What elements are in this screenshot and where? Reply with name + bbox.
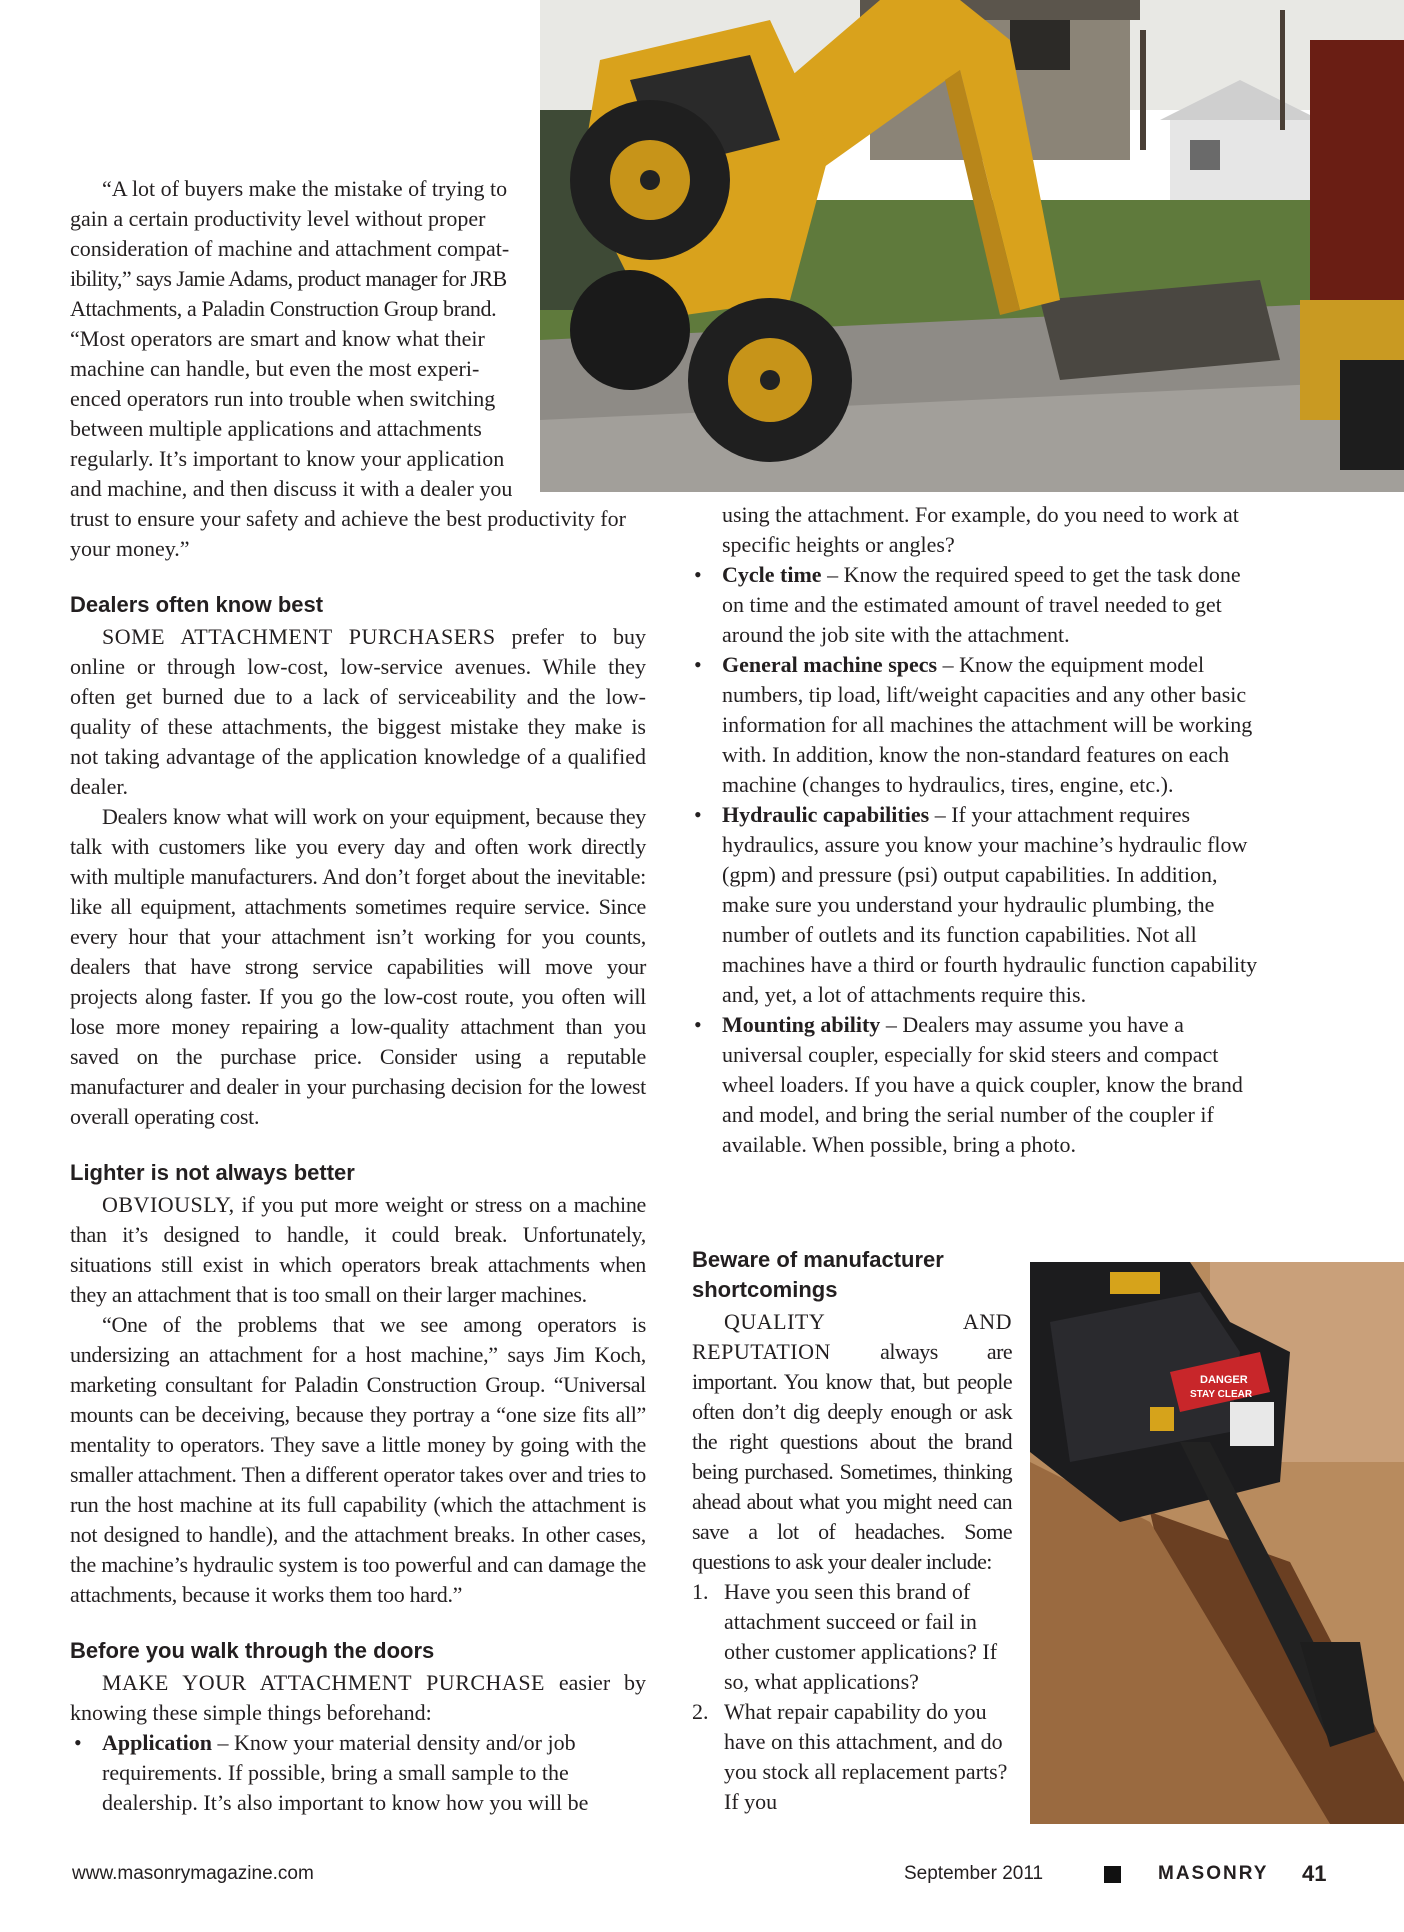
question-item (692, 1697, 1012, 1817)
beware-lead: QUALITY AND REPUTATION (692, 1309, 1012, 1364)
bullet-application (70, 1728, 646, 1818)
photo-trencher (1030, 1262, 1404, 1824)
question-item (692, 1577, 1012, 1697)
left-column (70, 590, 646, 1818)
intro-line: “Most operators are smart and know what their (70, 326, 485, 351)
bullet-text: using the attachment. For example, do you need to work at specific heights or angles? (722, 502, 1239, 557)
bullet-text: – Dealers may assume you have a universal coupler, especially for skid steers and compact wheel loaders. If you have a quick coupler, know the brand and model, and bring the serial number of the coupler if available. When possible, bring a photo. (722, 1012, 1243, 1157)
heading-dealers: Dealers often know best (70, 592, 324, 617)
bullet-hydraulic (690, 800, 1266, 1010)
right-column (690, 500, 1266, 1160)
question-number: 2. (692, 1699, 709, 1724)
footer-square-icon (1104, 1866, 1121, 1883)
question-number: 1. (692, 1579, 709, 1604)
beware-p1-text: always are important. You know that, but people often don’t dig deeply enough or ask the right questions about the brand being purchased. Sometimes, thinking ahead about what you might need can save a lot of headaches. Some questions to ask your dealer include: (692, 1339, 1012, 1574)
lighter-p1-text: if you put more weight or stress on a machine than it’s designed to handle, it could break. Unfortunately, situations still exist in which operators break attachments when they an attachment that is too small on their larger machines. (70, 1192, 646, 1307)
intro-line: consideration of machine and attachment compat- (70, 236, 510, 261)
bullet-cycle-time (690, 560, 1266, 650)
bullet-application-continued (690, 500, 1266, 560)
trencher-photo-illustration (1030, 1262, 1404, 1824)
bullet-term: General machine specs (722, 652, 938, 677)
intro-line: Attachments, a Paladin Construction Group brand. (70, 296, 497, 321)
bullet-term: Cycle time (722, 562, 822, 587)
question-text: What repair capability do you have on this attachment, and do you stock all replacement parts? If you (724, 1699, 1008, 1814)
photo-loader-tipping (540, 0, 1404, 492)
footer-magazine: MASONRY (1158, 1863, 1269, 1884)
intro-line: trust to ensure your safety and achieve the best productivity for (70, 506, 626, 531)
bullet-term: Application (102, 1730, 213, 1755)
lighter-paragraph-1 (70, 1190, 646, 1310)
intro-line: between multiple applications and attachments (70, 416, 482, 441)
lighter-lead: OBVIOUSLY, (102, 1192, 235, 1217)
dealers-paragraph-2: Dealers know what will work on your equipment, because they talk with customers like you every day and often work directly with multiple manufacturers. And don’t forget about the inevitable: like all equipment, attachments sometimes require service. Since every hour that your attachment isn’t working for you counts, dealers that have strong service capabilities will move your projects along faster. If you go the low-cost route, you often will lose more money repairing a low-quality attachment than you saved on the purchase price. Consider using a reputable manufacturer and dealer in your purchasing decision for the lowest overall operating cost. (70, 804, 646, 1129)
heading-lighter: Lighter is not always better (70, 1160, 355, 1185)
before-list-left (70, 1728, 646, 1818)
bullet-general-specs (690, 650, 1266, 800)
intro-line: “A lot of buyers make the mistake of trying to (102, 176, 508, 201)
lighter-paragraph-2: “One of the problems that we see among operators is undersizing an attachment for a host machine,” says Jim Koch, marketing consultant for Paladin Construction Group. “Universal mounts can be deceiving, because they portray a “one size fits all” mentality to operators. They save a little money by going with the smaller attachment. Then a different operator takes over and tries to run the host machine at its full capability (which the attachment is not designed to handle), and the attachment breaks. In other cases, the machine’s hydraulic system is too powerful and can damage the attachments, because it works them too hard.” (70, 1312, 646, 1607)
bullet-term: Mounting ability (722, 1012, 881, 1037)
question-text: Have you seen this brand of attachment succeed or fail in other customer applications? If so, what applications? (724, 1579, 998, 1694)
before-lead: MAKE YOUR ATTACHMENT PURCHASE (102, 1670, 545, 1695)
before-paragraph-1 (70, 1668, 646, 1728)
intro-line: machine can handle, but even the most experi- (70, 356, 480, 381)
bullet-text: – Know the equipment model numbers, tip load, lift/weight capacities and any other basic information for all machines the attachment will be working with. In addition, know the non-standard features on each machine (changes to hydraulics, tires, engine, etc.). (722, 652, 1253, 797)
bullet-mounting (690, 1010, 1266, 1160)
before-p1-text: easier by knowing these simple things beforehand: (70, 1670, 646, 1725)
footer-date: September 2011 (904, 1863, 1044, 1884)
intro-line: your money.” (70, 536, 190, 561)
trencher-sign-line2: STAY CLEAR (1190, 1389, 1253, 1400)
loader-photo-illustration (540, 0, 1404, 492)
intro-block (70, 174, 626, 564)
intro-line: and machine, and then discuss it with a dealer you (70, 476, 513, 501)
heading-beware (692, 1245, 1012, 1305)
footer-url: www.masonrymagazine.com (72, 1863, 314, 1884)
bullet-term: Hydraulic capabilities (722, 802, 930, 827)
beware-paragraph-1 (692, 1307, 1012, 1577)
dealers-paragraph-1 (70, 622, 646, 802)
bullet-text: – If your attachment requires hydraulics, assure you know your machine’s hydraulic flow (gpm) and pressure (psi) output capabilities. In addition, make sure you understand your hydraulic plumbing, the number of outlets and its function capabilities. Not all machines have a third or fourth hydraulic function capability and, yet, a lot of attachments require this. (722, 802, 1258, 1007)
dealers-p1-text: prefer to buy online or through low-cost, low-service avenues. While they often get burned due to a lack of serviceability and the low-quality of these attachments, the biggest mistake they make is not taking advantage of the application knowledge of a qualified dealer. (70, 624, 646, 799)
beware-block (692, 1245, 1012, 1817)
intro-line: regularly. It’s important to know your application (70, 446, 505, 471)
page-number: 41 (1302, 1861, 1327, 1886)
trencher-sign-line1: DANGER (1200, 1374, 1248, 1386)
beware-questions (692, 1577, 1012, 1817)
intro-line: enced operators run into trouble when switching (70, 386, 496, 411)
bullet-text: – Know the required speed to get the task done on time and the estimated amount of travel needed to get around the job site with the attachment. (722, 562, 1241, 647)
dealers-lead: SOME ATTACHMENT PURCHASERS (102, 624, 496, 649)
heading-beware-line1: Beware of manufacturer (692, 1247, 944, 1272)
bullet-text: – Know your material density and/or job requirements. If possible, bring a small sample to the dealership. It’s also important to know how you will be (102, 1730, 589, 1815)
before-list-right (690, 500, 1266, 1160)
intro-line: gain a certain productivity level without proper (70, 206, 486, 231)
intro-line: ibility,” says Jamie Adams, product manager for JRB (70, 266, 507, 291)
heading-beware-line2: shortcomings (692, 1277, 838, 1302)
heading-before: Before you walk through the doors (70, 1638, 435, 1663)
